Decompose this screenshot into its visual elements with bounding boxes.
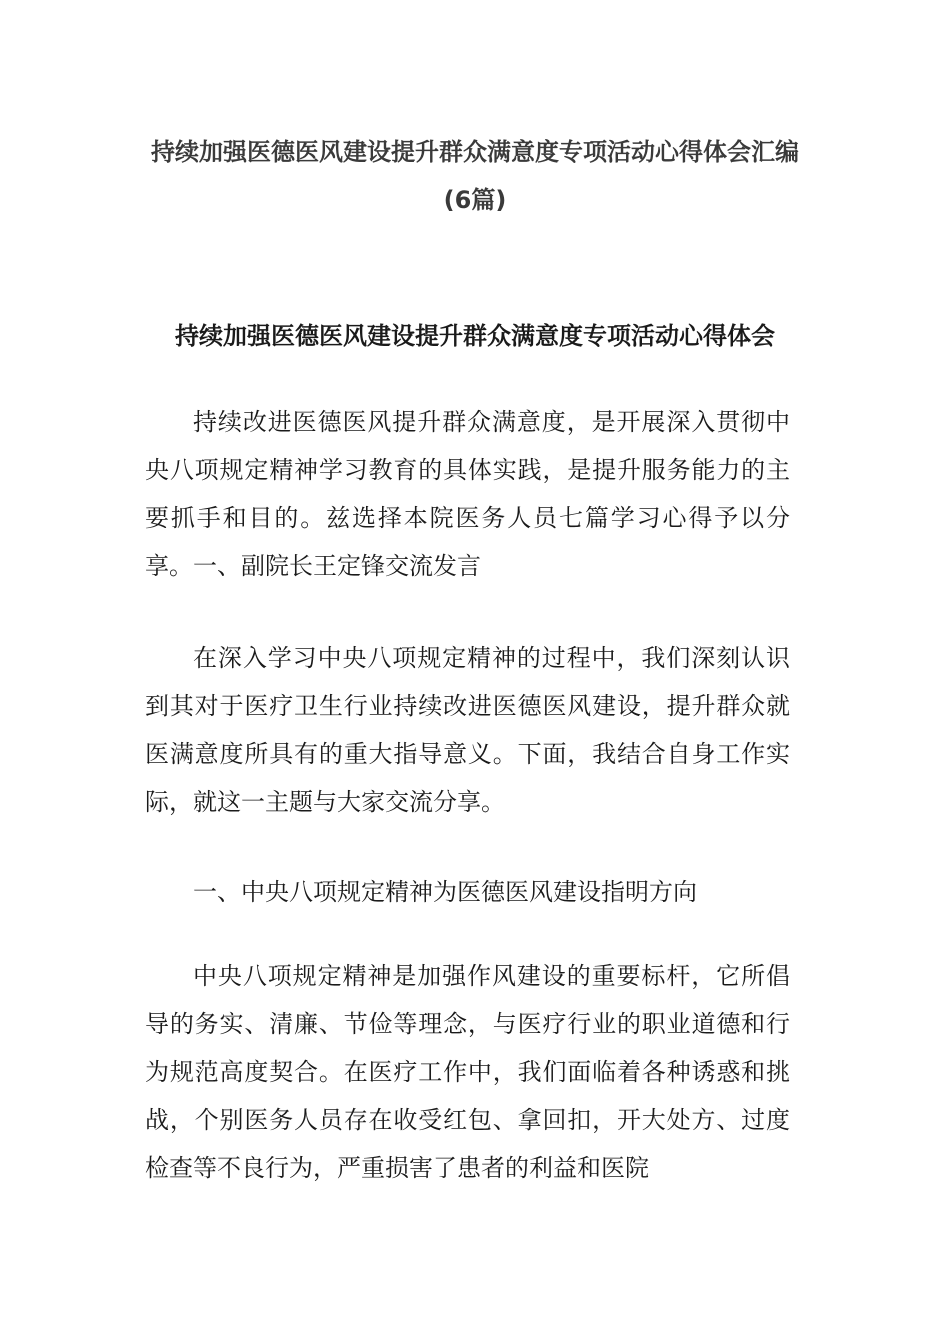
- paragraph-section-one-body: 中央八项规定精神是加强作风建设的重要标杆，它所倡导的务实、清廉、节俭等理念，与医疗行业的职业道德和行为规范高度契合。在医疗工作中，我们面临着各种诱惑和挑战，个别医务人员存在收受红包、拿回扣，开大处方、过度检查等不良行为，严重损害了患者的利益和医院: [145, 962, 790, 1182]
- subheading-section-one: 一、中央八项规定精神为医德医风建设指明方向: [193, 878, 697, 906]
- paragraph-speech-opening: 在深入学习中央八项规定精神的过程中，我们深刻认识到其对于医疗卫生行业持续改进医德医风建设，提升群众就医满意度所具有的重大指导意义。下面，我结合自身工作实际，就这一主题与大家交流分享。: [145, 644, 790, 816]
- section-title: 持续加强医德医风建设提升群众满意度专项活动心得体会: [175, 322, 775, 350]
- document-title: 持续加强医德医风建设提升群众满意度专项活动心得体会汇编(6篇): [151, 138, 799, 214]
- paragraph-intro: 持续改进医德医风提升群众满意度，是开展深入贯彻中央八项规定精神学习教育的具体实践，是提升服务能力的主要抓手和目的。兹选择本院医务人员七篇学习心得予以分享。一、副院长王定锋交流发言: [145, 408, 790, 580]
